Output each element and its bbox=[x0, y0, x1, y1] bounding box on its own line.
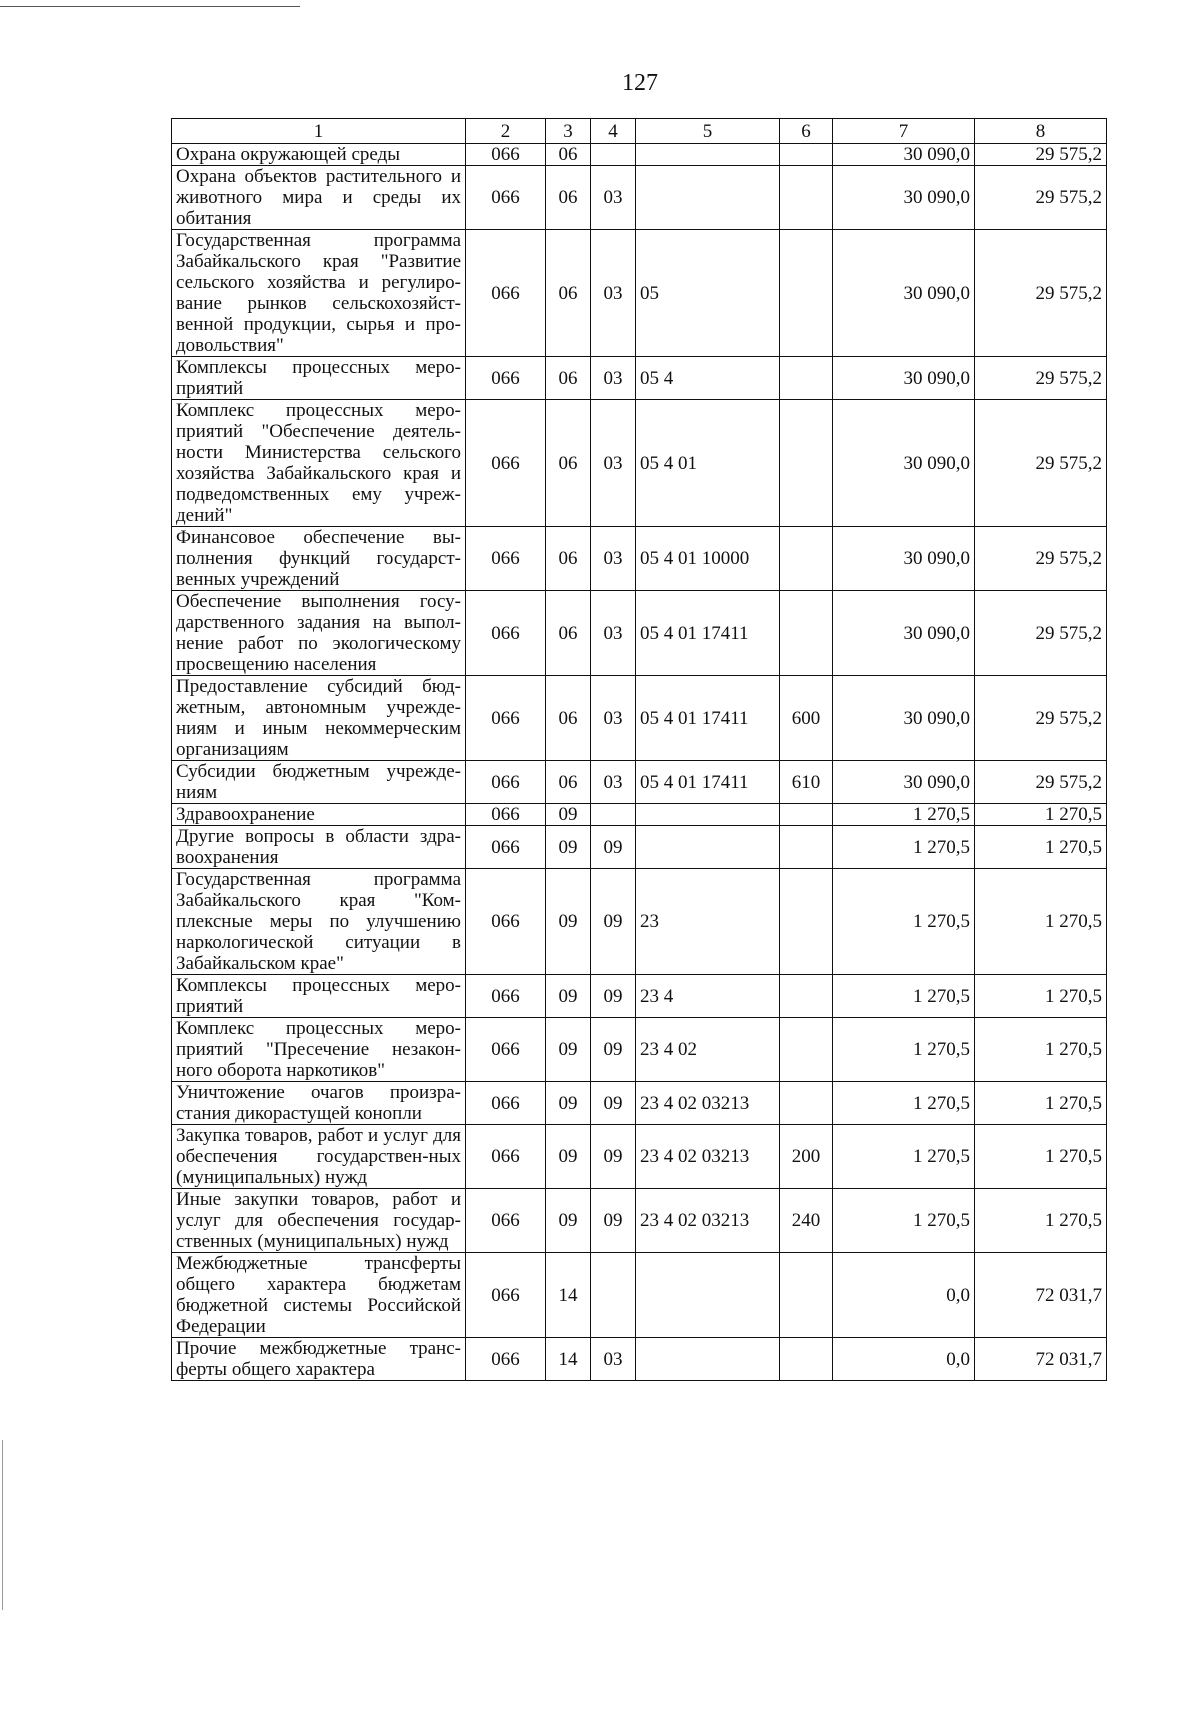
target-article-cell: 23 4 bbox=[636, 975, 780, 1018]
amount-col8-cell: 29 575,2 bbox=[975, 761, 1107, 804]
expense-type-cell: 610 bbox=[780, 761, 833, 804]
amount-col8-cell: 1 270,5 bbox=[975, 1018, 1107, 1082]
expense-type-cell bbox=[780, 804, 833, 826]
ministry-code-cell: 066 bbox=[466, 400, 546, 527]
amount-col8-cell: 29 575,2 bbox=[975, 357, 1107, 400]
amount-col7-cell: 30 090,0 bbox=[833, 230, 975, 357]
target-article-cell: 05 4 01 bbox=[636, 400, 780, 527]
section-code-cell: 06 bbox=[546, 357, 591, 400]
ministry-code-cell: 066 bbox=[466, 230, 546, 357]
table-row bbox=[172, 761, 1107, 804]
row-name-cell: Другие вопросы в области здра-воохранения bbox=[172, 826, 466, 869]
section-code-cell: 09 bbox=[546, 1125, 591, 1189]
ministry-code-cell: 066 bbox=[466, 975, 546, 1018]
section-code-cell: 06 bbox=[546, 400, 591, 527]
amount-col8-cell: 1 270,5 bbox=[975, 1125, 1107, 1189]
row-name-cell: Комплекс процессных меро-приятий "Пресечение незакон-ного оборота наркотиков" bbox=[172, 1018, 466, 1082]
target-article-cell: 23 4 02 03213 bbox=[636, 1082, 780, 1125]
ministry-code-cell: 066 bbox=[466, 761, 546, 804]
row-name-cell: Финансовое обеспечение вы-полнения функций государст-венных учреждений bbox=[172, 527, 466, 591]
row-name-cell: Межбюджетные трансферты общего характера бюджетам бюджетной системы Российской Федерации bbox=[172, 1253, 466, 1338]
row-name-cell: Предоставление субсидий бюд-жетным, автономным учрежде-ниям и иным некоммерческим организациям bbox=[172, 676, 466, 761]
scan-top-line bbox=[0, 6, 300, 7]
row-name-cell: Комплексы процессных меро-приятий bbox=[172, 357, 466, 400]
section-code-cell: 06 bbox=[546, 144, 591, 166]
expense-type-cell bbox=[780, 400, 833, 527]
expense-type-cell bbox=[780, 230, 833, 357]
amount-col7-cell: 30 090,0 bbox=[833, 144, 975, 166]
expense-type-cell bbox=[780, 527, 833, 591]
amount-col7-cell: 1 270,5 bbox=[833, 1189, 975, 1253]
expense-type-cell bbox=[780, 1338, 833, 1381]
page-number: 127 bbox=[622, 70, 658, 96]
target-article-cell bbox=[636, 826, 780, 869]
amount-col8-cell: 1 270,5 bbox=[975, 826, 1107, 869]
target-article-cell bbox=[636, 144, 780, 166]
section-code-cell: 09 bbox=[546, 1082, 591, 1125]
expense-type-cell bbox=[780, 975, 833, 1018]
header-cell: 4 bbox=[591, 119, 636, 144]
amount-col7-cell: 0,0 bbox=[833, 1338, 975, 1381]
amount-col8-cell: 29 575,2 bbox=[975, 230, 1107, 357]
header-cell: 6 bbox=[780, 119, 833, 144]
amount-col7-cell: 1 270,5 bbox=[833, 1125, 975, 1189]
expense-type-cell bbox=[780, 826, 833, 869]
amount-col8-cell: 29 575,2 bbox=[975, 676, 1107, 761]
table-row bbox=[172, 591, 1107, 676]
row-name-cell: Государственная программа Забайкальского края "Развитие сельского хозяйства и регулиро-вание рынков сельскохозяйст-венной продукции, сырья и про-довольствия" bbox=[172, 230, 466, 357]
ministry-code-cell: 066 bbox=[466, 357, 546, 400]
header-cell: 2 bbox=[466, 119, 546, 144]
target-article-cell bbox=[636, 166, 780, 230]
row-name-cell: Прочие межбюджетные транс-ферты общего характера bbox=[172, 1338, 466, 1381]
table-row bbox=[172, 869, 1107, 975]
section-code-cell: 14 bbox=[546, 1338, 591, 1381]
table-row bbox=[172, 230, 1107, 357]
ministry-code-cell: 066 bbox=[466, 676, 546, 761]
target-article-cell: 05 4 bbox=[636, 357, 780, 400]
amount-col7-cell: 1 270,5 bbox=[833, 826, 975, 869]
ministry-code-cell: 066 bbox=[466, 144, 546, 166]
header-cell: 7 bbox=[833, 119, 975, 144]
section-code-cell: 09 bbox=[546, 975, 591, 1018]
target-article-cell: 05 4 01 17411 bbox=[636, 761, 780, 804]
row-name-cell: Иные закупки товаров, работ и услуг для обеспечения государ-ственных (муниципальных) нужд bbox=[172, 1189, 466, 1253]
amount-col8-cell: 1 270,5 bbox=[975, 869, 1107, 975]
table-row bbox=[172, 1018, 1107, 1082]
row-name-cell: Охрана объектов растительного и животного мира и среды их обитания bbox=[172, 166, 466, 230]
amount-col7-cell: 30 090,0 bbox=[833, 166, 975, 230]
table-row bbox=[172, 1253, 1107, 1338]
amount-col7-cell: 30 090,0 bbox=[833, 676, 975, 761]
target-article-cell: 23 4 02 03213 bbox=[636, 1125, 780, 1189]
section-code-cell: 06 bbox=[546, 761, 591, 804]
ministry-code-cell: 066 bbox=[466, 1082, 546, 1125]
subsection-code-cell: 09 bbox=[591, 869, 636, 975]
amount-col8-cell: 29 575,2 bbox=[975, 144, 1107, 166]
target-article-cell: 23 4 02 bbox=[636, 1018, 780, 1082]
amount-col8-cell: 29 575,2 bbox=[975, 527, 1107, 591]
table-row bbox=[172, 826, 1107, 869]
table-row bbox=[172, 400, 1107, 527]
table-row bbox=[172, 166, 1107, 230]
target-article-cell bbox=[636, 1253, 780, 1338]
table-row bbox=[172, 1125, 1107, 1189]
ministry-code-cell: 066 bbox=[466, 1125, 546, 1189]
section-code-cell: 09 bbox=[546, 826, 591, 869]
amount-col7-cell: 1 270,5 bbox=[833, 975, 975, 1018]
row-name-cell: Здравоохранение bbox=[172, 804, 466, 826]
table-row bbox=[172, 1338, 1107, 1381]
subsection-code-cell: 03 bbox=[591, 400, 636, 527]
subsection-code-cell bbox=[591, 804, 636, 826]
target-article-cell: 05 4 01 10000 bbox=[636, 527, 780, 591]
amount-col7-cell: 0,0 bbox=[833, 1253, 975, 1338]
subsection-code-cell: 09 bbox=[591, 1018, 636, 1082]
target-article-cell: 05 4 01 17411 bbox=[636, 676, 780, 761]
row-name-cell: Закупка товаров, работ и услуг для обеспечения государствен-ных (муниципальных) нужд bbox=[172, 1125, 466, 1189]
amount-col8-cell: 1 270,5 bbox=[975, 1189, 1107, 1253]
amount-col7-cell: 30 090,0 bbox=[833, 527, 975, 591]
subsection-code-cell: 03 bbox=[591, 230, 636, 357]
ministry-code-cell: 066 bbox=[466, 527, 546, 591]
row-name-cell: Субсидии бюджетным учрежде-ниям bbox=[172, 761, 466, 804]
amount-col7-cell: 30 090,0 bbox=[833, 591, 975, 676]
ministry-code-cell: 066 bbox=[466, 166, 546, 230]
amount-col8-cell: 72 031,7 bbox=[975, 1338, 1107, 1381]
ministry-code-cell: 066 bbox=[466, 869, 546, 975]
expense-type-cell: 240 bbox=[780, 1189, 833, 1253]
target-article-cell: 05 bbox=[636, 230, 780, 357]
amount-col7-cell: 1 270,5 bbox=[833, 1082, 975, 1125]
section-code-cell: 14 bbox=[546, 1253, 591, 1338]
section-code-cell: 09 bbox=[546, 1018, 591, 1082]
amount-col8-cell: 1 270,5 bbox=[975, 975, 1107, 1018]
section-code-cell: 06 bbox=[546, 676, 591, 761]
expense-type-cell bbox=[780, 869, 833, 975]
row-name-cell: Охрана окружающей среды bbox=[172, 144, 466, 166]
row-name-cell: Уничтожение очагов произра-стания дикорастущей конопли bbox=[172, 1082, 466, 1125]
table-row bbox=[172, 144, 1107, 166]
row-name-cell: Государственная программа Забайкальского края "Ком-плексные меры по улучшению наркологической ситуации в Забайкальском крае" bbox=[172, 869, 466, 975]
expense-type-cell bbox=[780, 1253, 833, 1338]
ministry-code-cell: 066 bbox=[466, 826, 546, 869]
subsection-code-cell bbox=[591, 144, 636, 166]
subsection-code-cell: 03 bbox=[591, 1338, 636, 1381]
table-row bbox=[172, 1082, 1107, 1125]
amount-col8-cell: 29 575,2 bbox=[975, 166, 1107, 230]
subsection-code-cell: 09 bbox=[591, 975, 636, 1018]
amount-col8-cell: 29 575,2 bbox=[975, 591, 1107, 676]
section-code-cell: 09 bbox=[546, 869, 591, 975]
table-row bbox=[172, 357, 1107, 400]
amount-col7-cell: 1 270,5 bbox=[833, 869, 975, 975]
table-row bbox=[172, 1189, 1107, 1253]
subsection-code-cell: 03 bbox=[591, 527, 636, 591]
subsection-code-cell: 03 bbox=[591, 357, 636, 400]
target-article-cell bbox=[636, 1338, 780, 1381]
ministry-code-cell: 066 bbox=[466, 1018, 546, 1082]
row-name-cell: Обеспечение выполнения госу-дарственного задания на выпол-нение работ по экологическому просвещению населения bbox=[172, 591, 466, 676]
row-name-cell: Комплексы процессных меро-приятий bbox=[172, 975, 466, 1018]
expense-type-cell: 600 bbox=[780, 676, 833, 761]
subsection-code-cell: 09 bbox=[591, 826, 636, 869]
table-row bbox=[172, 975, 1107, 1018]
expense-type-cell bbox=[780, 357, 833, 400]
amount-col8-cell: 1 270,5 bbox=[975, 1082, 1107, 1125]
budget-table bbox=[171, 118, 1107, 1381]
amount-col8-cell: 29 575,2 bbox=[975, 400, 1107, 527]
ministry-code-cell: 066 bbox=[466, 804, 546, 826]
ministry-code-cell: 066 bbox=[466, 1189, 546, 1253]
amount-col7-cell: 1 270,5 bbox=[833, 1018, 975, 1082]
subsection-code-cell: 03 bbox=[591, 676, 636, 761]
section-code-cell: 06 bbox=[546, 527, 591, 591]
ministry-code-cell: 066 bbox=[466, 591, 546, 676]
header-cell: 1 bbox=[172, 119, 466, 144]
row-name-cell: Комплекс процессных меро-приятий "Обеспечение деятель-ности Министерства сельского хозяйства Забайкальского края и подведомственных ему учреж-дений" bbox=[172, 400, 466, 527]
target-article-cell: 23 4 02 03213 bbox=[636, 1189, 780, 1253]
table-row bbox=[172, 527, 1107, 591]
table-row bbox=[172, 676, 1107, 761]
amount-col8-cell: 1 270,5 bbox=[975, 804, 1107, 826]
section-code-cell: 09 bbox=[546, 1189, 591, 1253]
expense-type-cell: 200 bbox=[780, 1125, 833, 1189]
section-code-cell: 06 bbox=[546, 230, 591, 357]
subsection-code-cell: 03 bbox=[591, 591, 636, 676]
amount-col7-cell: 30 090,0 bbox=[833, 761, 975, 804]
subsection-code-cell: 09 bbox=[591, 1189, 636, 1253]
expense-type-cell bbox=[780, 591, 833, 676]
header-cell: 5 bbox=[636, 119, 780, 144]
expense-type-cell bbox=[780, 1082, 833, 1125]
header-cell: 8 bbox=[975, 119, 1107, 144]
target-article-cell: 23 bbox=[636, 869, 780, 975]
subsection-code-cell: 03 bbox=[591, 166, 636, 230]
scan-margin-line bbox=[2, 1440, 3, 1610]
section-code-cell: 06 bbox=[546, 591, 591, 676]
target-article-cell: 05 4 01 17411 bbox=[636, 591, 780, 676]
expense-type-cell bbox=[780, 166, 833, 230]
header-row bbox=[172, 119, 1107, 144]
subsection-code-cell: 09 bbox=[591, 1125, 636, 1189]
amount-col7-cell: 30 090,0 bbox=[833, 400, 975, 527]
subsection-code-cell: 09 bbox=[591, 1082, 636, 1125]
ministry-code-cell: 066 bbox=[466, 1253, 546, 1338]
expense-type-cell bbox=[780, 1018, 833, 1082]
expense-type-cell bbox=[780, 144, 833, 166]
amount-col7-cell: 30 090,0 bbox=[833, 357, 975, 400]
ministry-code-cell: 066 bbox=[466, 1338, 546, 1381]
target-article-cell bbox=[636, 804, 780, 826]
subsection-code-cell: 03 bbox=[591, 761, 636, 804]
amount-col8-cell: 72 031,7 bbox=[975, 1253, 1107, 1338]
header-cell: 3 bbox=[546, 119, 591, 144]
subsection-code-cell bbox=[591, 1253, 636, 1338]
amount-col7-cell: 1 270,5 bbox=[833, 804, 975, 826]
section-code-cell: 09 bbox=[546, 804, 591, 826]
table-row bbox=[172, 804, 1107, 826]
section-code-cell: 06 bbox=[546, 166, 591, 230]
